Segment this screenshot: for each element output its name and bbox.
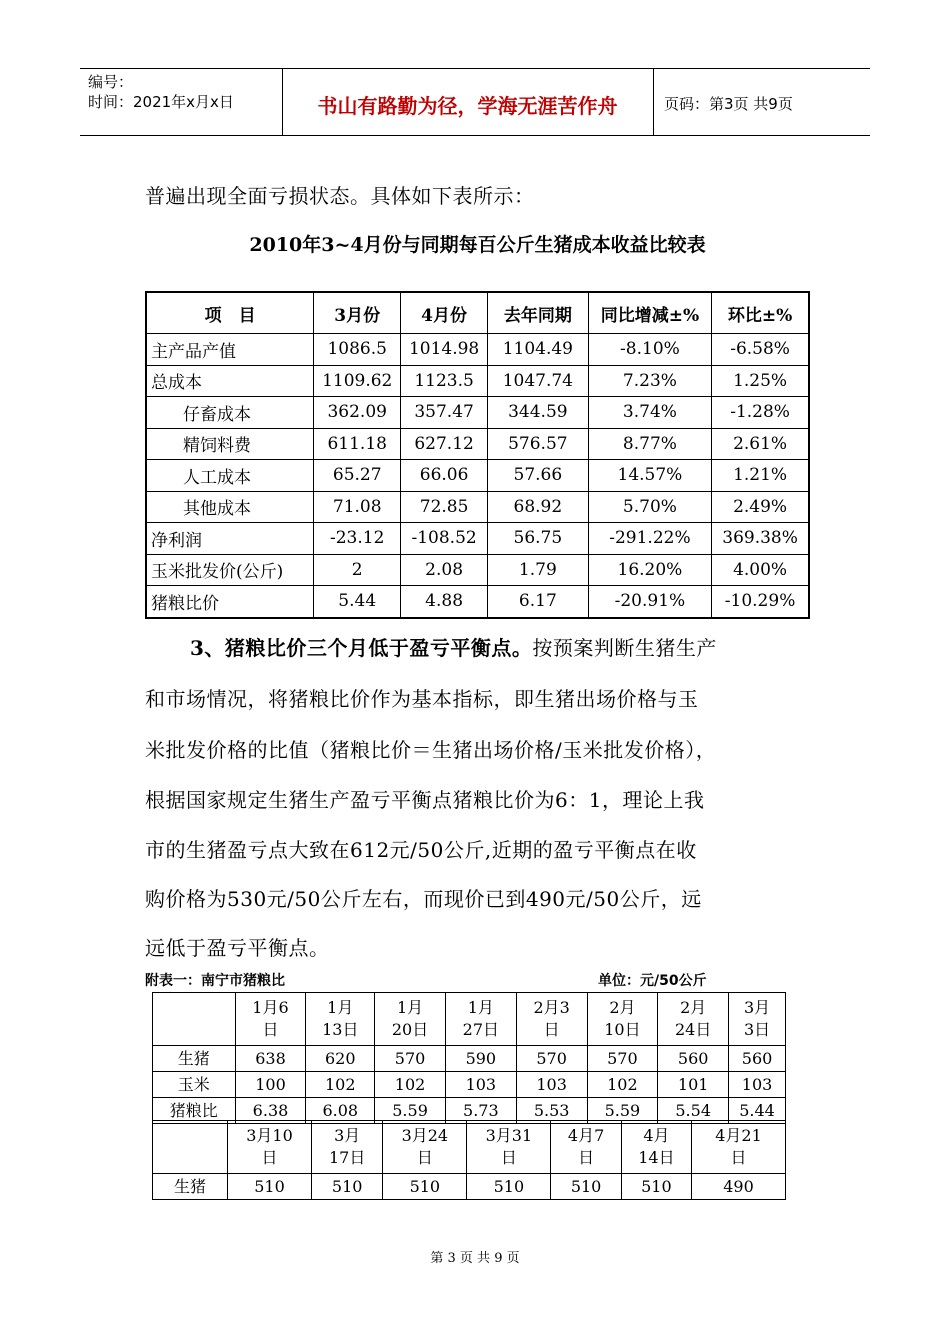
row-label: 净利润 [146,523,314,555]
table1-title: 2010年3~4月份与同期每百公斤生猪成本收益比较表 [249,234,706,256]
cost-income-table [145,291,810,619]
appendix-unit: 单位：元/50公斤 [598,973,707,989]
table-cell: 611.18 [314,428,401,460]
date-header-row [153,1121,786,1174]
table1-header-cell: 环比±% [712,292,809,334]
table-cell: 510 [312,1174,383,1200]
table-cell: 3.74% [588,397,711,429]
table-cell: 1047.74 [488,365,589,397]
date-part: 3月31 [485,1126,533,1145]
table-cell: -8.10% [588,334,711,366]
date-part: 4月7 [567,1126,605,1145]
section3-line: 米批发价格的比值（猪粮比价＝生猪出场价格/玉米批发价格）， [145,738,717,762]
date-part: 4月21 [715,1126,762,1145]
appendix-table-1 [152,992,786,1124]
date-header-cell [312,1121,383,1174]
row-label: 其他成本 [146,491,314,523]
header-time: 时间：2021年x月x日 [88,93,234,111]
date-part: 日 [262,1020,279,1039]
date-header-cell [306,993,375,1046]
table1-header-cell: 项 目 [146,292,314,334]
table-cell: 101 [658,1072,729,1098]
date-part: 2月 [609,998,636,1017]
table-cell: 570 [375,1046,446,1072]
table-cell: 102 [375,1072,446,1098]
table-cell: 6.08 [306,1098,375,1124]
section3-line: 根据国家规定生猪生产盈亏平衡点猪粮比价为6：1，理论上我 [145,788,705,812]
table-cell: -23.12 [314,523,401,555]
table-cell: 560 [729,1046,786,1072]
appendix-title: 附表一：南宁市猪粮比 [145,973,285,989]
row-label: 主产品产值 [146,334,314,366]
header-page: 页码：第3页 共9页 [664,95,793,113]
table-cell: 570 [516,1046,587,1072]
row-label: 生猪 [153,1174,228,1200]
date-header-cell [383,1121,467,1174]
appendix-table-2 [152,1120,786,1200]
date-part: 24日 [675,1020,712,1039]
section3-line: 市的生猪盈亏点大致在612元/50公斤,近期的盈亏平衡点在收 [145,838,697,862]
table-row [146,586,809,618]
table-cell: -6.58% [712,334,809,366]
table-cell: 510 [383,1174,467,1200]
date-part: 日 [543,1020,560,1039]
table-cell: 4.00% [712,554,809,586]
table-cell: 5.73 [445,1098,516,1124]
table-row [146,460,809,492]
date-part: 2月 [680,998,707,1017]
table-cell: 68.92 [488,491,589,523]
header-rule-top [80,68,870,69]
date-header-cell [692,1121,786,1174]
table-cell: 590 [445,1046,516,1072]
table-cell: 638 [235,1046,306,1072]
table-cell: 369.38% [712,523,809,555]
table-cell: 620 [306,1046,375,1072]
table-cell: 103 [445,1072,516,1098]
row-label: 人工成本 [146,460,314,492]
table-cell: 357.47 [401,397,488,429]
table-cell: 5.53 [516,1098,587,1124]
table-cell: 1123.5 [401,365,488,397]
table-row [153,1046,786,1072]
table-cell: 2.08 [401,554,488,586]
table-row [146,491,809,523]
table-cell: 1.21% [712,460,809,492]
date-header-cell [621,1121,691,1174]
row-label: 生猪 [153,1046,236,1072]
table-cell: 5.59 [587,1098,658,1124]
date-part: 2月3 [533,998,570,1017]
table-cell: 1109.62 [314,365,401,397]
date-part: 3月24 [401,1126,449,1145]
row-label: 猪粮比价 [146,586,314,618]
table-cell: 103 [729,1072,786,1098]
date-header-cell [587,993,658,1046]
date-header-cell [227,1121,311,1174]
date-part: 日 [578,1148,595,1167]
table-cell: -20.91% [588,586,711,618]
date-part: 日 [730,1148,747,1167]
table-row [146,428,809,460]
table-cell: 14.57% [588,460,711,492]
table-row [153,1072,786,1098]
table-cell: 72.85 [401,491,488,523]
date-header-cell [375,993,446,1046]
header-info [88,72,234,112]
table1-header-cell: 4月份 [401,292,488,334]
table-cell: 1086.5 [314,334,401,366]
date-header-cell [467,1121,551,1174]
date-header-cell [445,993,516,1046]
date-part: 3月 [743,998,771,1017]
table-cell: 102 [587,1072,658,1098]
page-footer: 第 3 页 共 9 页 [430,1251,520,1266]
header-motto: 书山有路勤为径，学海无涯苦作舟 [317,94,618,118]
table1-header-cell: 3月份 [314,292,401,334]
date-header-row [153,993,786,1046]
section3-heading: 3、猪粮比价三个月低于盈亏平衡点。 [190,636,533,660]
date-part: 日 [500,1148,517,1167]
date-part: 13日 [322,1020,359,1039]
table-cell: 102 [306,1072,375,1098]
header-number: 编号： [88,73,134,91]
corner-cell [153,993,236,1046]
table-cell: 510 [467,1174,551,1200]
row-label: 精饲料费 [146,428,314,460]
table-cell: 100 [235,1072,306,1098]
table-cell: 1104.49 [488,334,589,366]
table-cell: 362.09 [314,397,401,429]
date-part: 1月 [327,998,354,1017]
table-cell: -10.29% [712,586,809,618]
date-header-cell [235,993,306,1046]
table-cell: 57.66 [488,460,589,492]
date-part: 17日 [328,1148,366,1167]
row-label: 玉米批发价(公斤) [146,554,314,586]
table-cell: 627.12 [401,428,488,460]
date-part: 1月 [467,998,494,1017]
table-cell: 490 [692,1174,786,1200]
table-cell: 510 [621,1174,691,1200]
table-cell: 66.06 [401,460,488,492]
table-cell: 2 [314,554,401,586]
header-rule-bottom [80,135,870,136]
table-cell: 16.20% [588,554,711,586]
row-label: 玉米 [153,1072,236,1098]
date-header-cell [729,993,786,1046]
section3-first-line [190,632,717,661]
table-cell: 6.38 [235,1098,306,1124]
table-cell: 5.59 [375,1098,446,1124]
table1-header-cell: 去年同期 [488,292,589,334]
table-cell: 344.59 [488,397,589,429]
date-part: 1月6 [252,998,289,1017]
row-label: 总成本 [146,365,314,397]
table-cell: 103 [516,1072,587,1098]
corner-cell [153,1121,228,1174]
table-cell: -291.22% [588,523,711,555]
table-cell: 8.77% [588,428,711,460]
table-row [146,334,809,366]
table-cell: 5.54 [658,1098,729,1124]
date-part: 日 [261,1148,278,1167]
date-part: 27日 [462,1020,500,1039]
table-cell: 4.88 [401,586,488,618]
table1-header-row [146,292,809,334]
table-cell: 576.57 [488,428,589,460]
table-row [146,554,809,586]
table-cell: 1014.98 [401,334,488,366]
table-cell: 1.79 [488,554,589,586]
table-cell: -108.52 [401,523,488,555]
date-header-cell [551,1121,621,1174]
table-cell: 2.49% [712,491,809,523]
table-cell: 560 [658,1046,729,1072]
date-header-cell [516,993,587,1046]
date-part: 4月 [643,1126,670,1145]
section3-line: 和市场情况，将猪粮比价作为基本指标，即生猪出场价格与玉 [145,687,699,711]
table-cell: 1.25% [712,365,809,397]
date-part: 3月10 [246,1126,293,1145]
date-part: 20日 [391,1020,429,1039]
table-cell: 56.75 [488,523,589,555]
section3-line: 购价格为530元/50公斤左右，而现价已到490元/50公斤，远 [145,887,702,911]
table-cell: 510 [227,1174,311,1200]
table-row [146,397,809,429]
table-cell: 65.27 [314,460,401,492]
table-cell: 510 [551,1174,621,1200]
date-part: 3月 [334,1126,361,1145]
table-cell: -1.28% [712,397,809,429]
date-part: 14日 [638,1148,675,1167]
table-row [146,523,809,555]
date-part: 3日 [743,1020,771,1039]
row-label: 猪粮比 [153,1098,236,1124]
row-label: 仔畜成本 [146,397,314,429]
date-part: 10日 [604,1020,641,1039]
table-cell: 7.23% [588,365,711,397]
date-part: 1月 [396,998,424,1017]
table-cell: 5.44 [729,1098,786,1124]
table-cell: 570 [587,1046,658,1072]
date-part: 日 [416,1148,433,1167]
section3-line: 按预案判断生猪生产 [532,636,717,660]
header-divider-right [653,68,654,136]
table-row [146,365,809,397]
table-cell: 6.17 [488,586,589,618]
table-row [153,1174,786,1200]
section3-line: 远低于盈亏平衡点。 [145,936,330,960]
date-header-cell [658,993,729,1046]
table-cell: 2.61% [712,428,809,460]
intro-line: 普遍出现全面亏损状态。具体如下表所示： [145,184,535,208]
table-cell: 5.70% [588,491,711,523]
table-cell: 5.44 [314,586,401,618]
table1-header-cell: 同比增减±% [588,292,711,334]
table-cell: 71.08 [314,491,401,523]
